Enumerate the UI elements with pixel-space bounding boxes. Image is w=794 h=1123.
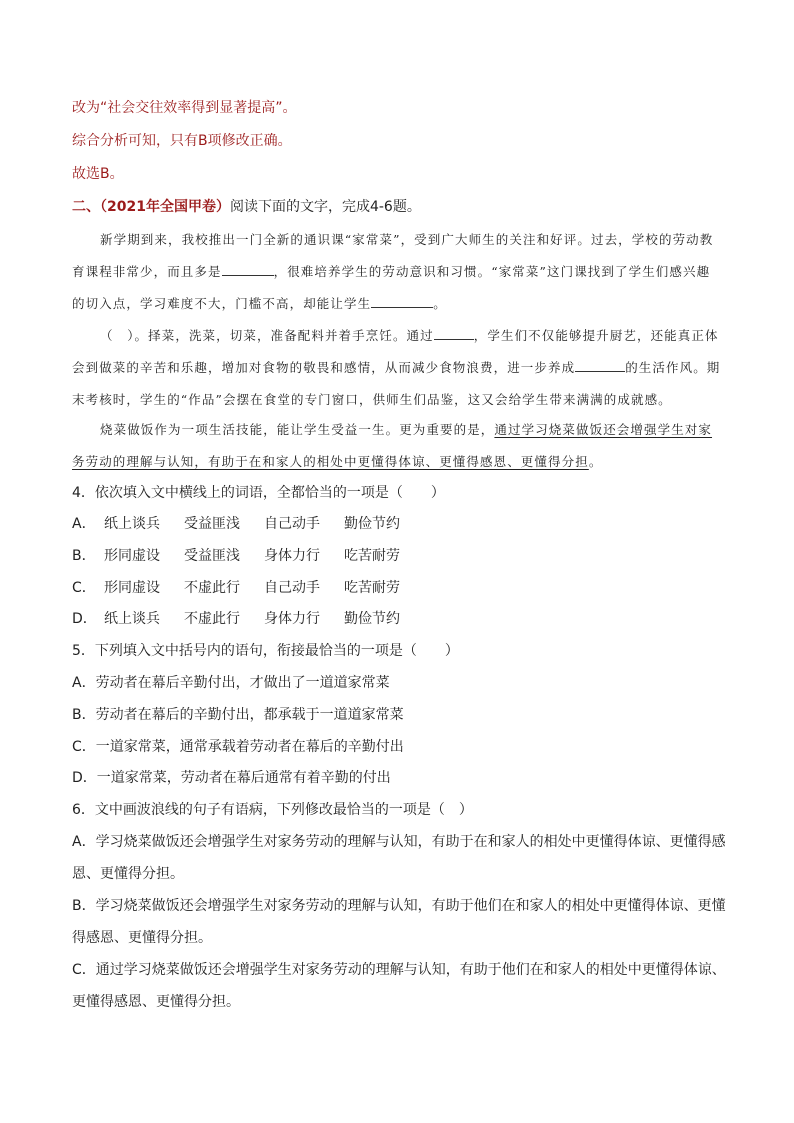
fill-blank-2 [371,293,433,308]
option-word: 受益匪浅 [184,516,240,532]
q5-option-c: C．一道家常菜，通常承载着劳动者在幕后的辛勤付出 [72,739,404,755]
answer-line-2: 综合分析可知，只有B项修改正确。 [72,133,292,149]
passage-text: 。 [433,296,447,311]
q4-option-d [72,609,732,629]
q6-option-a-line1: A．学习烧菜做饭还会增强学生对家务劳动的理解与认知，有助于在和家人的相处中更懂得体谅、更懂得感 [72,834,726,850]
option-word: 纸上谈兵 [104,611,160,627]
option-label: D． [72,611,97,627]
passage-text: 烧菜做饭作为一项生活技能，能让学生受益一生。更为重要的是， [100,422,495,437]
passage-text: （ ）。择菜，洗菜，切菜，准备配料并着手烹饪。通过 [100,328,434,343]
q4-option-a [72,514,732,534]
q6-option-b-line1: B．学习烧菜做饭还会增强学生对家务劳动的理解与认知，有助于他们在和家人的相处中更懂得体谅、更懂 [72,898,726,914]
option-word: 纸上谈兵 [104,516,160,532]
option-label: C． [72,580,96,596]
option-word: 形同虚设 [104,580,160,596]
option-word: 吃苦耐劳 [344,548,400,564]
passage-text: 新学期到来，我校推出一门全新的通识课“家常菜”，受到广大师生的关注和好评。过去，学校的劳动教育课程非常少，而且多是 [72,232,714,279]
option-word: 吃苦耐劳 [344,580,400,596]
option-label: A． [72,516,96,532]
option-word: 不虚此行 [184,580,240,596]
option-word: 身体力行 [264,548,320,564]
q4-stem: 4．依次填入文中横线上的词语，全都恰当的一项是（ ） [72,485,445,501]
q6-option-b-line2: 得感恩、更懂得分担。 [72,930,212,946]
q6-option-c-line1: C．通过学习烧菜做饭还会增强学生对家务劳动的理解与认知，有助于他们在和家人的相处中更懂得体谅、 [72,962,726,978]
q5-option-b: B．劳动者在幕后的辛勤付出，都承载于一道道家常菜 [72,707,404,723]
fill-blank-4 [575,357,625,372]
fill-blank-1 [222,261,274,276]
wavy-underlined-sentence: 通过学习烧菜做饭还会增强学生对家务劳动的理解与认知，有助于在和家人的相处中更懂得体谅、更懂得感恩、更懂得分担 [72,422,713,469]
option-word: 勤俭节约 [344,611,400,627]
q6-stem: 6．文中画波浪线的句子有语病，下列修改最恰当的一项是（ ） [72,802,473,818]
option-word: 自己动手 [264,516,320,532]
q5-option-a: A．劳动者在幕后辛勤付出，才做出了一道道家常菜 [72,675,390,691]
option-label: B． [72,548,96,564]
option-word: 不虚此行 [184,611,240,627]
passage-text: 。 [588,454,603,469]
section-heading [72,197,732,217]
passage-paragraph-2 [72,320,722,416]
answer-line-1: 改为“社会交往效率得到显著提高”。 [72,100,297,116]
passage-paragraph-3 [72,414,722,478]
q6-option-c-line2: 更懂得感恩、更懂得分担。 [72,994,240,1010]
option-word: 受益匪浅 [184,548,240,564]
section-instruction: 阅读下面的文字，完成4-6题。 [229,199,421,215]
q5-stem: 5．下列填入文中括号内的语句，衔接最恰当的一项是（ ） [72,643,459,659]
q4-option-c [72,578,732,598]
q4-option-b [72,546,732,566]
fill-blank-3 [434,325,474,340]
option-word: 形同虚设 [104,548,160,564]
option-word: 自己动手 [264,580,320,596]
q6-option-a-line2: 恩、更懂得分担。 [72,866,184,882]
q5-option-d: D．一道家常菜，劳动者在幕后通常有着辛勤的付出 [72,770,391,786]
passage-paragraph-1 [72,224,722,320]
option-word: 身体力行 [264,611,320,627]
option-word: 勤俭节约 [344,516,400,532]
passage-text: ，学生们不仅能够提升厨艺，还能真正体会到做菜的辛苦和乐趣，增加对食物的敬畏和感情，从而减少食物浪费，进一步养成 [72,328,719,375]
passage-text: ，很难培养学生的劳动意识和习惯。“家常菜”这门课找到了学生们感兴趣的切入点，学习难度不大，门槛不高，却能让学生 [72,264,711,311]
answer-line-3: 故选B。 [72,166,124,182]
passage-text: 的生活作风。期末考核时，学生的“作品”会摆在食堂的专门窗口，供师生们品鉴，这又会给学生带来满满的成就感。 [72,360,721,407]
section-prefix: 二、 [72,199,100,215]
section-source: （2021年全国甲卷） [100,199,230,215]
